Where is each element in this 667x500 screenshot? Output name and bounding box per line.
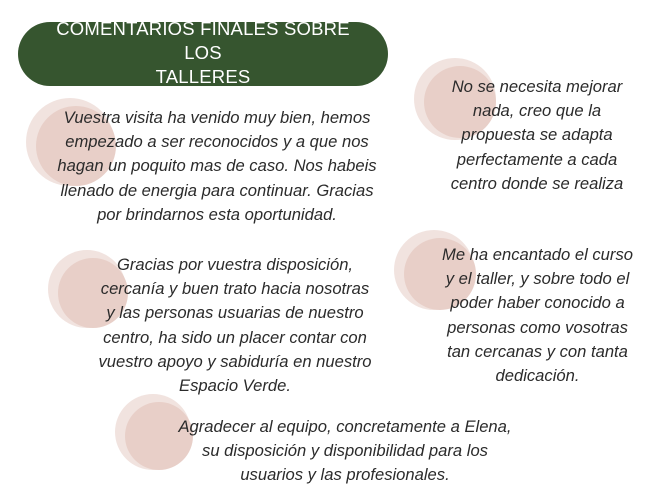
quote-line: dedicación.	[495, 366, 580, 386]
testimonial-quote	[150, 415, 540, 488]
quote-line: y el taller, y sobre todo el	[445, 269, 630, 289]
quote-line: y las personas usuarias de nuestro	[106, 303, 364, 323]
testimonial-quote	[425, 243, 650, 388]
quote-line: usuarios y las profesionales.	[240, 465, 450, 485]
quote-line: Agradecer al equipo, concretamente a Elena,	[178, 417, 512, 436]
title-line: COMENTARIOS FINALES SOBRE LOS	[56, 18, 350, 63]
title-line: TALLERES	[155, 66, 251, 87]
quote-line: Gracias por vuestra disposición,	[116, 255, 354, 274]
quote-line: empezado a ser reconocidos y a que nos	[65, 132, 369, 152]
testimonial-quote	[80, 253, 390, 398]
testimonial-quote	[432, 75, 642, 196]
quote-line: personas como vosotras	[447, 317, 628, 337]
quote-line: nada, creo que la	[472, 101, 602, 121]
quote-line: por brindarnos esta oportunidad.	[97, 204, 337, 224]
quote-line: perfectamente a cada	[456, 149, 618, 169]
quote-line: poder haber conocido a	[450, 293, 625, 313]
page-title	[18, 18, 388, 87]
quote-line: centro donde se realiza	[450, 173, 624, 193]
quote-line: centro, ha sido un placer contar con	[103, 327, 367, 347]
quote-line: su disposición y disponibilidad para los	[202, 441, 488, 461]
quote-line: llenado de energia para continuar. Gracias	[60, 180, 374, 200]
quote-line: propuesta se adapta	[461, 125, 613, 145]
quote-line: Me ha encantado el curso	[442, 245, 633, 264]
testimonial-quote	[57, 106, 377, 227]
quote-line: vuestro apoyo y sabiduría en nuestro	[98, 351, 372, 371]
quote-line: cercanía y buen trato hacia nosotras	[100, 279, 370, 299]
quote-line: hagan un poquito mas de caso. Nos habeis	[57, 156, 377, 176]
quote-line: Vuestra visita ha venido muy bien, hemos	[63, 108, 371, 127]
quote-line: Espacio Verde.	[179, 376, 291, 396]
quote-line: tan cercanas y con tanta	[447, 341, 628, 361]
quote-line: No se necesita mejorar	[451, 77, 623, 96]
